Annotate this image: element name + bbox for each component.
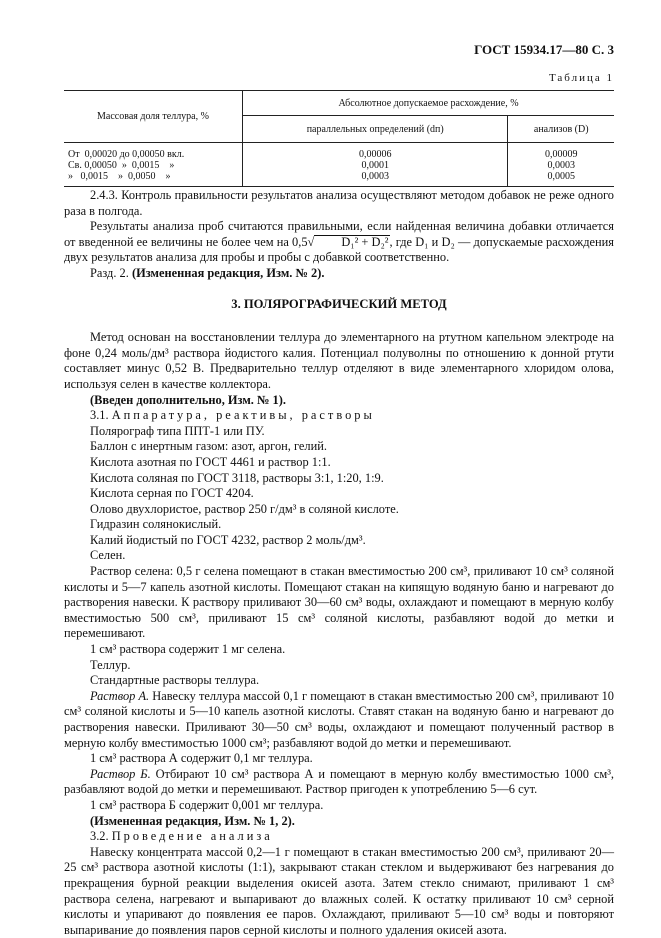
paragraph-solution-a: Раствор А. Навеску теллура массой 0,1 г помещают в стакан вместимостью 200 см³, приливают 10 см³ соляной кислоты и 5—10 капель азотной кислоты. Ставят стакан на водяную баню и нагревают до растворения навески. Приливают 30—50 см³ воды, охлаждают и помещают полученный раствор в мерную колбу вместимостью 1000 см³; разбавляют водой до метки и перемешивают. <box>64 688 615 750</box>
list-item: Кислота азотная по ГОСТ 4461 и раствор 1:1. <box>90 454 331 469</box>
reagent-list <box>64 424 614 564</box>
table-caption: Таблица 1 <box>548 72 614 84</box>
paragraph-2-4-3: 2.4.3. Контроль правильности результатов анализа осуществляют методом добавок не реже одного раза в полгода. <box>64 188 614 218</box>
list-item: Олово двухлористое, раствор 250 г/дм³ в соляной кислоте. <box>90 501 399 516</box>
tolerance-table <box>64 90 614 187</box>
col-header-mass-fraction: Массовая доля теллура, % <box>64 91 243 143</box>
paragraph-3-1: 3.1. Аппаратура, реактивы, растворы <box>90 408 375 423</box>
group-header-tolerance: Абсолютное допускаемое расхождение, % <box>243 91 615 116</box>
paragraph-results: Результаты анализа проб считаются правильными, если найденная величина добавки отличается от введенной ее величины не более чем на 0,5√ D₁² + D₂², где D₁ и D₂ — допускаемые расхождения двух результатов анализа для пробы и пробы с добавкой соответственно. <box>64 219 614 265</box>
paragraph-tellur: Теллур. <box>90 657 131 672</box>
list-item: Полярограф типа ППТ-1 или ПУ. <box>90 423 265 438</box>
paragraph-std-solutions: Стандартные растворы теллура. <box>90 673 260 688</box>
list-item: Селен. <box>90 548 126 563</box>
table-row: » 0,0015 » 0,0050 » 0,0003 0,0005 <box>64 171 614 187</box>
paragraph-method: Метод основан на восстановлении теллура до элементарного на ртутном капельном электроде на фоне 0,24 моль/дм³ раствора йодистого калия. Потенциал полуволны по отношению к донной ртути составляет минус 0,52 В. Предварительно теллур отделяют в виде элементарного хлоридом олова, используя селен в качестве коллектора. <box>64 330 614 391</box>
page-header: ГОСТ 15934.17—80 С. 3 <box>474 42 614 57</box>
list-item: Кислота соляная по ГОСТ 3118, растворы 3:1, 1:20, 1:9. <box>90 470 384 485</box>
note-amended: (Измененная редакция, Изм. № 1, 2). <box>90 813 295 828</box>
section-3-title: 3. ПОЛЯРОГРАФИЧЕСКИЙ МЕТОД <box>231 296 447 311</box>
paragraph-solution-b-contains: 1 см³ раствора Б содержит 0,001 мг теллура. <box>90 797 324 812</box>
paragraph-razd2: Разд. 2. (Измененная редакция, Изм. № 2). <box>90 265 325 280</box>
table-row: Св. 0,00050 » 0,0015 » 0,0001 0,0003 <box>64 160 614 171</box>
paragraph-analysis: Навеску концентрата массой 0,2—1 г помещают в стакан вместимостью 200 см³, приливают 20—25 см³ раствора азотной кислоты (1:1), закрывают стакан стеклом и выдерживают без нагревания до прекращения бурной реакции выделения окисей азота. Затем стекло снимают, приливают 1 см³ раствора селена, нагревают и выпаривают до влажных солей. К остатку приливают 10 см³ серной кислоты и упаривают до появления ее паров. Охлаждают, приливают 5—10 см³ воды и повторяют выпаривание до появления паров серной кислоты и полного удаления окисей азота. <box>64 844 614 937</box>
sqrt-formula: D₁² + D₂² <box>314 235 389 249</box>
paragraph-solution-a-contains: 1 см³ раствора А содержит 0,1 мг теллура. <box>90 751 313 766</box>
note-introduced: (Введен дополнительно, Изм. № 1). <box>90 392 286 407</box>
col-header-analyses: анализов (D) <box>508 116 614 143</box>
paragraph-3-2: 3.2. Проведение анализа <box>90 829 273 844</box>
list-item: Баллон с инертным газом: азот, аргон, гелий. <box>90 439 327 454</box>
paragraph-selen-contains: 1 см³ раствора содержит 1 мг селена. <box>90 642 286 657</box>
list-item: Кислота серная по ГОСТ 4204. <box>90 486 254 501</box>
paragraph-solution-b: Раствор Б. Отбирают 10 см³ раствора А и помещают в мерную колбу вместимостью 1000 см³, разбавляют водой до метки и перемешивают. Раствор пригоден к употреблению 5—6 сут. <box>64 766 614 797</box>
list-item: Калий йодистый по ГОСТ 4232, раствор 2 моль/дм³. <box>90 532 366 547</box>
paragraph-selen-solution: Раствор селена: 0,5 г селена помещают в стакан вместимостью 200 см³, приливают 10 см³ соляной кислоты и 5—7 капель азотной кислоты. Помещают стакан на кипящую водяную баню и нагревают до растворения навески. К раствору приливают 30—60 см³ воды, охлаждают и помещают в мерную колбу вместимостью 500 см³, приливают 15 см³ соляной кислоты, разбавляют водой до метки и перемешивают. <box>64 564 614 641</box>
list-item: Гидразин солянокислый. <box>90 517 222 532</box>
document-body <box>64 188 614 938</box>
table-row: От 0,00020 до 0,00050 вкл. 0,00006 0,00009 <box>64 143 614 161</box>
col-header-parallel: параллельных определений (dп) <box>243 116 508 143</box>
